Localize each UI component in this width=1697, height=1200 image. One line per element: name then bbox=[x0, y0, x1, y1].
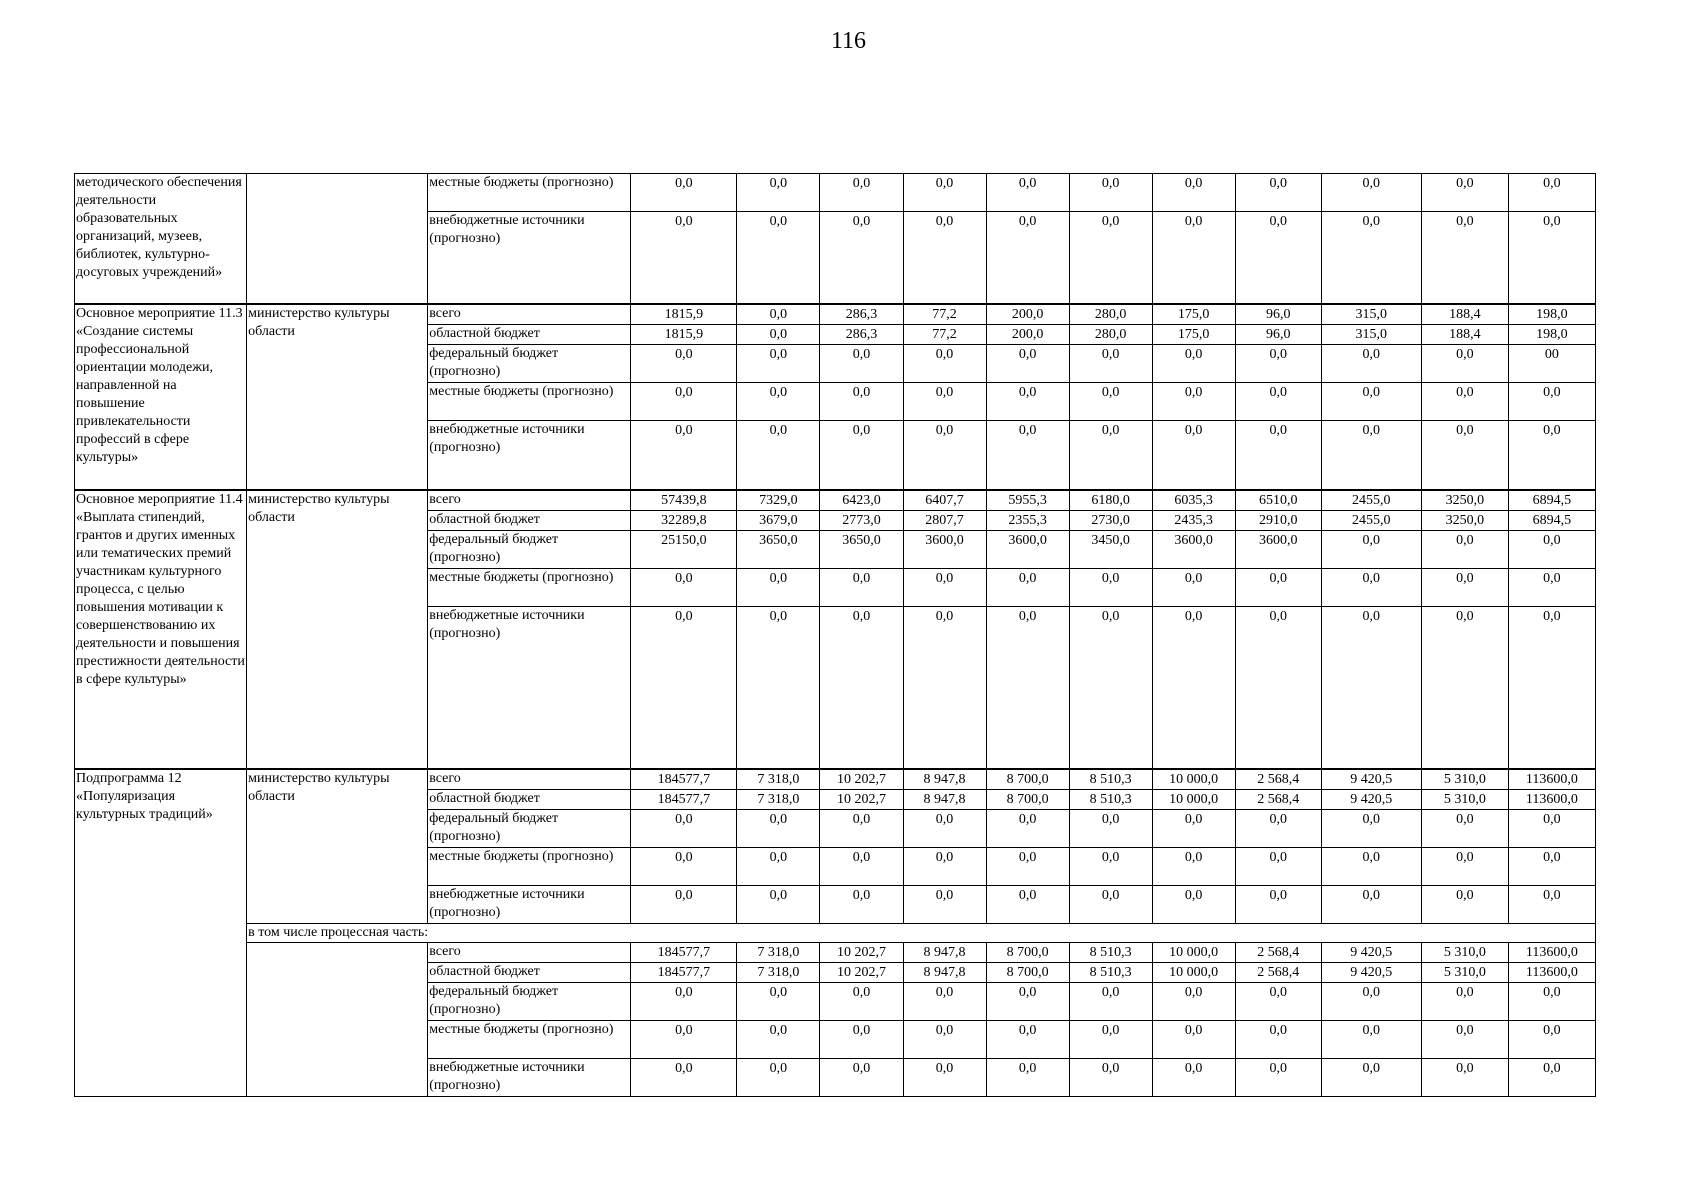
value-cell: 2 568,4 bbox=[1235, 942, 1321, 962]
source-cell: федеральный бюджет (прогнозно) bbox=[428, 809, 631, 847]
value-cell: 8 947,8 bbox=[903, 942, 986, 962]
value-cell: 0,0 bbox=[903, 982, 986, 1020]
value-cell: 0,0 bbox=[1321, 174, 1421, 212]
value-cell: 10 202,7 bbox=[820, 942, 903, 962]
source-cell: местные бюджеты (прогнозно) bbox=[428, 382, 631, 420]
value-cell: 2355,3 bbox=[986, 511, 1069, 531]
value-cell: 0,0 bbox=[1069, 982, 1152, 1020]
value-cell: 6510,0 bbox=[1235, 490, 1321, 511]
value-cell: 0,0 bbox=[903, 809, 986, 847]
value-cell: 6035,3 bbox=[1152, 490, 1235, 511]
value-cell: 0,0 bbox=[1069, 1020, 1152, 1058]
table-row bbox=[75, 490, 1596, 511]
value-cell: 96,0 bbox=[1235, 324, 1321, 344]
value-cell: 0,0 bbox=[1508, 531, 1595, 569]
value-cell: 198,0 bbox=[1508, 324, 1595, 344]
value-cell: 0,0 bbox=[986, 382, 1069, 420]
value-cell: 96,0 bbox=[1235, 304, 1321, 325]
value-cell: 0,0 bbox=[1321, 382, 1421, 420]
value-cell: 0,0 bbox=[631, 1020, 737, 1058]
value-cell: 0,0 bbox=[820, 1058, 903, 1096]
value-cell: 0,0 bbox=[903, 885, 986, 923]
value-cell: 77,2 bbox=[903, 324, 986, 344]
value-cell: 0,0 bbox=[1321, 1020, 1421, 1058]
value-cell: 0,0 bbox=[1321, 607, 1421, 769]
value-cell: 0,0 bbox=[820, 982, 903, 1020]
value-cell: 3600,0 bbox=[986, 531, 1069, 569]
value-cell: 0,0 bbox=[1152, 847, 1235, 885]
value-cell: 0,0 bbox=[1421, 569, 1508, 607]
value-cell: 0,0 bbox=[1321, 344, 1421, 382]
value-cell: 0,0 bbox=[737, 420, 820, 490]
source-cell: местные бюджеты (прогнозно) bbox=[428, 847, 631, 885]
value-cell: 198,0 bbox=[1508, 304, 1595, 325]
source-cell: всего bbox=[428, 942, 631, 962]
value-cell: 188,4 bbox=[1421, 304, 1508, 325]
value-cell: 5 310,0 bbox=[1421, 942, 1508, 962]
value-cell: 0,0 bbox=[737, 212, 820, 304]
value-cell: 0,0 bbox=[986, 809, 1069, 847]
value-cell: 0,0 bbox=[1069, 212, 1152, 304]
value-cell: 0,0 bbox=[1235, 885, 1321, 923]
value-cell: 10 000,0 bbox=[1152, 962, 1235, 982]
table-body bbox=[75, 174, 1596, 1097]
table-row bbox=[75, 174, 1596, 212]
value-cell: 0,0 bbox=[903, 1058, 986, 1096]
value-cell: 0,0 bbox=[1321, 982, 1421, 1020]
value-cell: 0,0 bbox=[1321, 885, 1421, 923]
value-cell: 3600,0 bbox=[1235, 531, 1321, 569]
value-cell: 188,4 bbox=[1421, 324, 1508, 344]
value-cell: 184577,7 bbox=[631, 962, 737, 982]
value-cell: 0,0 bbox=[1508, 885, 1595, 923]
value-cell: 0,0 bbox=[820, 174, 903, 212]
value-cell: 280,0 bbox=[1069, 324, 1152, 344]
value-cell: 0,0 bbox=[986, 607, 1069, 769]
value-cell: 0,0 bbox=[1421, 885, 1508, 923]
value-cell: 0,0 bbox=[631, 1058, 737, 1096]
source-cell: внебюджетные источники (прогнозно) bbox=[428, 212, 631, 304]
value-cell: 0,0 bbox=[1508, 569, 1595, 607]
value-cell: 0,0 bbox=[1235, 1020, 1321, 1058]
value-cell: 0,0 bbox=[1421, 1058, 1508, 1096]
value-cell: 0,0 bbox=[986, 212, 1069, 304]
value-cell: 0,0 bbox=[903, 344, 986, 382]
source-cell: областной бюджет bbox=[428, 324, 631, 344]
value-cell: 0,0 bbox=[1152, 1058, 1235, 1096]
value-cell: 1815,9 bbox=[631, 324, 737, 344]
value-cell: 0,0 bbox=[1508, 847, 1595, 885]
value-cell: 6894,5 bbox=[1508, 490, 1595, 511]
value-cell: 2435,3 bbox=[1152, 511, 1235, 531]
value-cell: 0,0 bbox=[1152, 1020, 1235, 1058]
value-cell: 8 510,3 bbox=[1069, 962, 1152, 982]
value-cell: 0,0 bbox=[986, 1058, 1069, 1096]
value-cell: 0,0 bbox=[1235, 1058, 1321, 1096]
value-cell: 0,0 bbox=[1321, 809, 1421, 847]
source-cell: внебюджетные источники (прогнозно) bbox=[428, 607, 631, 769]
value-cell: 8 700,0 bbox=[986, 962, 1069, 982]
value-cell: 0,0 bbox=[903, 420, 986, 490]
value-cell: 3600,0 bbox=[903, 531, 986, 569]
value-cell: 10 202,7 bbox=[820, 769, 903, 790]
value-cell: 0,0 bbox=[1321, 569, 1421, 607]
value-cell: 0,0 bbox=[1152, 569, 1235, 607]
value-cell: 0,0 bbox=[1235, 344, 1321, 382]
value-cell: 9 420,5 bbox=[1321, 769, 1421, 790]
value-cell: 0,0 bbox=[1235, 847, 1321, 885]
value-cell: 0,0 bbox=[903, 1020, 986, 1058]
value-cell: 6180,0 bbox=[1069, 490, 1152, 511]
value-cell: 8 510,3 bbox=[1069, 769, 1152, 790]
value-cell: 8 510,3 bbox=[1069, 789, 1152, 809]
executor-cell: министерство культуры области bbox=[247, 304, 428, 491]
value-cell: 0,0 bbox=[737, 324, 820, 344]
source-cell: внебюджетные источники (прогнозно) bbox=[428, 1058, 631, 1096]
value-cell: 9 420,5 bbox=[1321, 789, 1421, 809]
value-cell: 0,0 bbox=[820, 847, 903, 885]
value-cell: 10 000,0 bbox=[1152, 769, 1235, 790]
value-cell: 10 202,7 bbox=[820, 789, 903, 809]
value-cell: 0,0 bbox=[1069, 607, 1152, 769]
value-cell: 7329,0 bbox=[737, 490, 820, 511]
budget-table bbox=[74, 173, 1596, 1097]
value-cell: 8 700,0 bbox=[986, 789, 1069, 809]
value-cell: 8 947,8 bbox=[903, 789, 986, 809]
value-cell: 0,0 bbox=[737, 607, 820, 769]
value-cell: 0,0 bbox=[631, 212, 737, 304]
value-cell: 0,0 bbox=[1235, 382, 1321, 420]
source-cell: областной бюджет bbox=[428, 962, 631, 982]
value-cell: 8 700,0 bbox=[986, 942, 1069, 962]
value-cell: 0,0 bbox=[820, 885, 903, 923]
value-cell: 0,0 bbox=[1508, 607, 1595, 769]
value-cell: 8 947,8 bbox=[903, 769, 986, 790]
value-cell: 0,0 bbox=[1235, 212, 1321, 304]
value-cell: 3679,0 bbox=[737, 511, 820, 531]
value-cell: 0,0 bbox=[986, 982, 1069, 1020]
value-cell: 1815,9 bbox=[631, 304, 737, 325]
table-row bbox=[75, 769, 1596, 790]
value-cell: 0,0 bbox=[903, 569, 986, 607]
table-row bbox=[75, 942, 1596, 962]
value-cell: 0,0 bbox=[986, 847, 1069, 885]
source-cell: областной бюджет bbox=[428, 789, 631, 809]
value-cell: 8 510,3 bbox=[1069, 942, 1152, 962]
value-cell: 0,0 bbox=[1152, 344, 1235, 382]
table-row bbox=[75, 923, 1596, 942]
value-cell: 0,0 bbox=[631, 847, 737, 885]
value-cell: 6423,0 bbox=[820, 490, 903, 511]
value-cell: 0,0 bbox=[1508, 420, 1595, 490]
table-row bbox=[75, 304, 1596, 325]
value-cell: 2 568,4 bbox=[1235, 789, 1321, 809]
measure-name-cell: Основное мероприятие 11.3 «Создание системы профессиональной ориентации молодежи, направленной на повышение привлекательности профессий в сфере культуры» bbox=[75, 304, 247, 491]
value-cell: 0,0 bbox=[1152, 174, 1235, 212]
value-cell: 77,2 bbox=[903, 304, 986, 325]
value-cell: 5 310,0 bbox=[1421, 962, 1508, 982]
value-cell: 0,0 bbox=[1421, 607, 1508, 769]
value-cell: 0,0 bbox=[1321, 531, 1421, 569]
value-cell: 0,0 bbox=[1235, 174, 1321, 212]
value-cell: 184577,7 bbox=[631, 942, 737, 962]
value-cell: 0,0 bbox=[820, 420, 903, 490]
value-cell: 175,0 bbox=[1152, 304, 1235, 325]
source-cell: федеральный бюджет (прогнозно) bbox=[428, 531, 631, 569]
value-cell: 0,0 bbox=[1421, 382, 1508, 420]
value-cell: 0,0 bbox=[1069, 885, 1152, 923]
value-cell: 0,0 bbox=[1235, 607, 1321, 769]
value-cell: 6407,7 bbox=[903, 490, 986, 511]
value-cell: 3600,0 bbox=[1152, 531, 1235, 569]
value-cell: 0,0 bbox=[631, 885, 737, 923]
value-cell: 0,0 bbox=[1508, 982, 1595, 1020]
value-cell: 0,0 bbox=[1508, 809, 1595, 847]
value-cell: 0,0 bbox=[737, 382, 820, 420]
value-cell: 175,0 bbox=[1152, 324, 1235, 344]
value-cell: 0,0 bbox=[986, 885, 1069, 923]
value-cell: 0,0 bbox=[737, 344, 820, 382]
measure-name-cell: Подпрограмма 12 «Популяризация культурных традиций» bbox=[75, 769, 247, 1097]
value-cell: 0,0 bbox=[1152, 885, 1235, 923]
value-cell: 0,0 bbox=[631, 174, 737, 212]
value-cell: 2455,0 bbox=[1321, 511, 1421, 531]
value-cell: 0,0 bbox=[1235, 569, 1321, 607]
executor-cell bbox=[247, 942, 428, 1096]
value-cell: 0,0 bbox=[1321, 1058, 1421, 1096]
value-cell: 0,0 bbox=[1421, 420, 1508, 490]
value-cell: 0,0 bbox=[1069, 382, 1152, 420]
subsection-header: в том числе процессная часть: bbox=[247, 923, 1596, 942]
value-cell: 0,0 bbox=[903, 607, 986, 769]
value-cell: 5 310,0 bbox=[1421, 769, 1508, 790]
value-cell: 32289,8 bbox=[631, 511, 737, 531]
value-cell: 25150,0 bbox=[631, 531, 737, 569]
value-cell: 7 318,0 bbox=[737, 962, 820, 982]
source-cell: федеральный бюджет (прогнозно) bbox=[428, 344, 631, 382]
value-cell: 113600,0 bbox=[1508, 769, 1595, 790]
source-cell: местные бюджеты (прогнозно) bbox=[428, 569, 631, 607]
source-cell: областной бюджет bbox=[428, 511, 631, 531]
value-cell: 0,0 bbox=[1508, 212, 1595, 304]
value-cell: 184577,7 bbox=[631, 769, 737, 790]
value-cell: 200,0 bbox=[986, 304, 1069, 325]
value-cell: 10 202,7 bbox=[820, 962, 903, 982]
value-cell: 7 318,0 bbox=[737, 789, 820, 809]
value-cell: 3650,0 bbox=[737, 531, 820, 569]
page-number: 116 bbox=[830, 28, 867, 54]
value-cell: 280,0 bbox=[1069, 304, 1152, 325]
value-cell: 7 318,0 bbox=[737, 769, 820, 790]
value-cell: 0,0 bbox=[1152, 809, 1235, 847]
source-cell: всего bbox=[428, 769, 631, 790]
value-cell: 286,3 bbox=[820, 304, 903, 325]
value-cell: 113600,0 bbox=[1508, 789, 1595, 809]
value-cell: 0,0 bbox=[986, 174, 1069, 212]
value-cell: 3250,0 bbox=[1421, 511, 1508, 531]
value-cell: 5955,3 bbox=[986, 490, 1069, 511]
value-cell: 0,0 bbox=[1421, 212, 1508, 304]
value-cell: 2 568,4 bbox=[1235, 769, 1321, 790]
value-cell: 0,0 bbox=[1421, 174, 1508, 212]
value-cell: 2730,0 bbox=[1069, 511, 1152, 531]
value-cell: 0,0 bbox=[631, 607, 737, 769]
value-cell: 5 310,0 bbox=[1421, 789, 1508, 809]
value-cell: 0,0 bbox=[820, 809, 903, 847]
source-cell: внебюджетные источники (прогнозно) bbox=[428, 885, 631, 923]
source-cell: всего bbox=[428, 490, 631, 511]
value-cell: 0,0 bbox=[1152, 382, 1235, 420]
value-cell: 0,0 bbox=[1421, 1020, 1508, 1058]
value-cell: 0,0 bbox=[1069, 420, 1152, 490]
value-cell: 7 318,0 bbox=[737, 942, 820, 962]
value-cell: 00 bbox=[1508, 344, 1595, 382]
value-cell: 0,0 bbox=[820, 1020, 903, 1058]
value-cell: 0,0 bbox=[1235, 809, 1321, 847]
value-cell: 0,0 bbox=[1321, 212, 1421, 304]
value-cell: 0,0 bbox=[737, 847, 820, 885]
value-cell: 9 420,5 bbox=[1321, 942, 1421, 962]
value-cell: 9 420,5 bbox=[1321, 962, 1421, 982]
value-cell: 0,0 bbox=[903, 847, 986, 885]
value-cell: 0,0 bbox=[986, 344, 1069, 382]
value-cell: 0,0 bbox=[1069, 344, 1152, 382]
value-cell: 0,0 bbox=[1152, 607, 1235, 769]
value-cell: 0,0 bbox=[631, 382, 737, 420]
value-cell: 0,0 bbox=[737, 304, 820, 325]
value-cell: 0,0 bbox=[820, 607, 903, 769]
value-cell: 2807,7 bbox=[903, 511, 986, 531]
value-cell: 0,0 bbox=[631, 344, 737, 382]
value-cell: 0,0 bbox=[1421, 531, 1508, 569]
value-cell: 0,0 bbox=[737, 885, 820, 923]
value-cell: 0,0 bbox=[1235, 982, 1321, 1020]
value-cell: 8 700,0 bbox=[986, 769, 1069, 790]
source-cell: всего bbox=[428, 304, 631, 325]
value-cell: 0,0 bbox=[1421, 809, 1508, 847]
value-cell: 0,0 bbox=[1152, 982, 1235, 1020]
value-cell: 6894,5 bbox=[1508, 511, 1595, 531]
value-cell: 3250,0 bbox=[1421, 490, 1508, 511]
value-cell: 2455,0 bbox=[1321, 490, 1421, 511]
value-cell: 0,0 bbox=[903, 174, 986, 212]
value-cell: 0,0 bbox=[737, 174, 820, 212]
value-cell: 0,0 bbox=[820, 569, 903, 607]
value-cell: 0,0 bbox=[631, 569, 737, 607]
value-cell: 10 000,0 bbox=[1152, 789, 1235, 809]
value-cell: 0,0 bbox=[737, 809, 820, 847]
value-cell: 0,0 bbox=[1508, 174, 1595, 212]
value-cell: 200,0 bbox=[986, 324, 1069, 344]
value-cell: 0,0 bbox=[737, 1058, 820, 1096]
value-cell: 0,0 bbox=[1421, 982, 1508, 1020]
value-cell: 0,0 bbox=[1235, 420, 1321, 490]
value-cell: 0,0 bbox=[1152, 212, 1235, 304]
value-cell: 0,0 bbox=[737, 982, 820, 1020]
value-cell: 2 568,4 bbox=[1235, 962, 1321, 982]
value-cell: 315,0 bbox=[1321, 324, 1421, 344]
value-cell: 184577,7 bbox=[631, 789, 737, 809]
executor-cell: министерство культуры области bbox=[247, 490, 428, 769]
value-cell: 0,0 bbox=[986, 569, 1069, 607]
value-cell: 8 947,8 bbox=[903, 962, 986, 982]
value-cell: 3650,0 bbox=[820, 531, 903, 569]
value-cell: 0,0 bbox=[1152, 420, 1235, 490]
value-cell: 0,0 bbox=[986, 420, 1069, 490]
value-cell: 113600,0 bbox=[1508, 962, 1595, 982]
value-cell: 0,0 bbox=[631, 982, 737, 1020]
value-cell: 0,0 bbox=[737, 1020, 820, 1058]
value-cell: 286,3 bbox=[820, 324, 903, 344]
measure-name-cell: методического обеспечения деятельности образовательных организаций, музеев, библиотек, культурно-досуговых учреждений» bbox=[75, 174, 247, 304]
value-cell: 0,0 bbox=[631, 420, 737, 490]
value-cell: 0,0 bbox=[903, 212, 986, 304]
value-cell: 2773,0 bbox=[820, 511, 903, 531]
executor-cell bbox=[247, 174, 428, 304]
value-cell: 0,0 bbox=[1508, 1020, 1595, 1058]
value-cell: 57439,8 bbox=[631, 490, 737, 511]
value-cell: 0,0 bbox=[737, 569, 820, 607]
source-cell: федеральный бюджет (прогнозно) bbox=[428, 982, 631, 1020]
value-cell: 315,0 bbox=[1321, 304, 1421, 325]
value-cell: 0,0 bbox=[1069, 1058, 1152, 1096]
source-cell: внебюджетные источники (прогнозно) bbox=[428, 420, 631, 490]
value-cell: 0,0 bbox=[1421, 847, 1508, 885]
value-cell: 0,0 bbox=[1069, 847, 1152, 885]
value-cell: 0,0 bbox=[820, 382, 903, 420]
value-cell: 0,0 bbox=[1508, 382, 1595, 420]
value-cell: 0,0 bbox=[820, 344, 903, 382]
value-cell: 10 000,0 bbox=[1152, 942, 1235, 962]
value-cell: 0,0 bbox=[1069, 569, 1152, 607]
value-cell: 0,0 bbox=[1321, 420, 1421, 490]
value-cell: 0,0 bbox=[820, 212, 903, 304]
value-cell: 0,0 bbox=[631, 809, 737, 847]
value-cell: 3450,0 bbox=[1069, 531, 1152, 569]
value-cell: 0,0 bbox=[1069, 174, 1152, 212]
value-cell: 0,0 bbox=[1321, 847, 1421, 885]
value-cell: 0,0 bbox=[986, 1020, 1069, 1058]
value-cell: 113600,0 bbox=[1508, 942, 1595, 962]
measure-name-cell: Основное мероприятие 11.4 «Выплата стипендий, грантов и других именных или тематических премий участникам культурного процесса, с целью повышения мотивации к совершенствованию их деятельности и повышения престижности деятельности в сфере культуры» bbox=[75, 490, 247, 769]
value-cell: 0,0 bbox=[1421, 344, 1508, 382]
source-cell: местные бюджеты (прогнозно) bbox=[428, 174, 631, 212]
value-cell: 0,0 bbox=[1069, 809, 1152, 847]
value-cell: 2910,0 bbox=[1235, 511, 1321, 531]
value-cell: 0,0 bbox=[1508, 1058, 1595, 1096]
value-cell: 0,0 bbox=[903, 382, 986, 420]
source-cell: местные бюджеты (прогнозно) bbox=[428, 1020, 631, 1058]
executor-cell: министерство культуры области bbox=[247, 769, 428, 924]
